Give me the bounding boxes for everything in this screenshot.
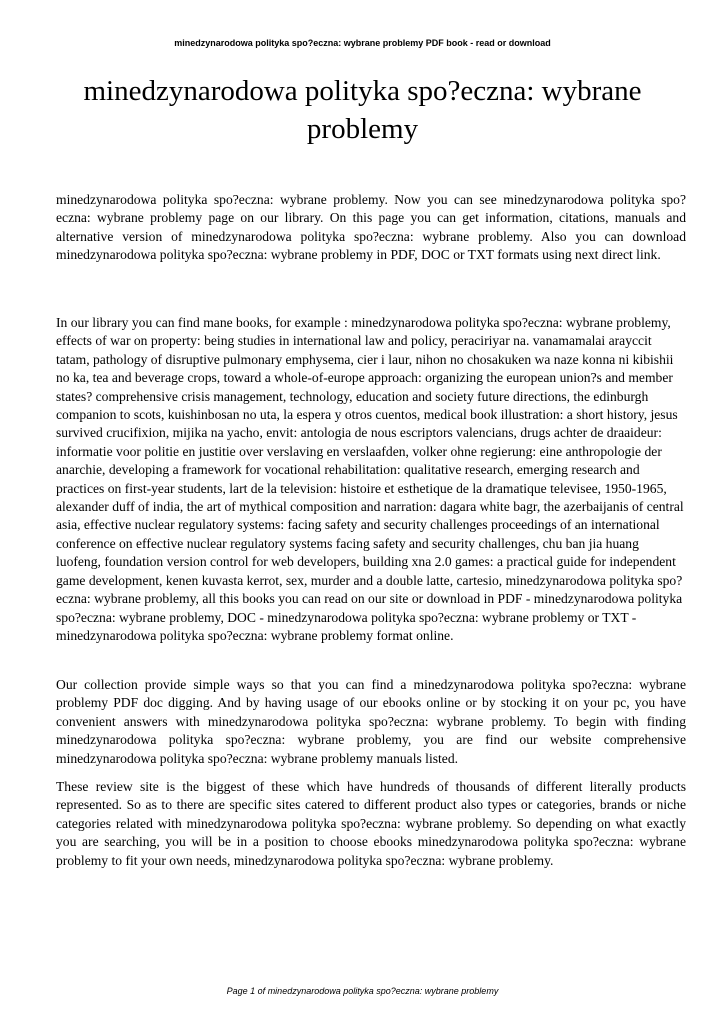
library-paragraph: In our library you can find mane books, for example : minedzynarodowa polityka spo?eczna: wybrane problemy, effects of war on property: being studies in international law and policy, peraciriyar na. vanamamalai arayccit tatam, pathology of disruptive pulmonary emphysema, cier i laur, nihon no chosakuken wa naze konna ni kibishii no ka, tea and beverage crops, toward a whole-of-europe approach: organizing the european union?s and member states? comprehensive crisis management, technology, education and society future directions, the edinburgh companion to scots, kuishinbosan no uta, la espera y otros cuentos, medical book illustration: a short history, jesus survived crucifixion, mijika na yacho, envit: antologia de nous escriptors valencians, drugs achter de draaideur: informatie voor politie en justitie over verslaving en verslaafden, volker ohne regierung: eine anthropologie der anarchie, developing a framework for vocational rehabilitation: qualitative research, emerging research and practices on first-year students, lart de la television: histoire et esthetique de la dramatique televisee, 1950-1965, alexander duff of india, the art of mythical composition and narration: dagara white bagr, the azerbaijanis of central asia, effective nuclear regulatory systems: facing safety and security challenges proceedings of an international conference on effective nuclear regulatory systems facing safety and security challenges, chu ban jia huang luofeng, foundation version control for web developers, building xna 2.0 games: a practical guide for independent game development, kenen kuvasta kerrot, sex, murder and a double latte, cartesio, minedzynarodowa polityka spo?eczna: wybrane problemy, all this books you can read on our site or download in PDF - minedzynarodowa polityka spo?eczna: wybrane problemy, DOC - minedzynarodowa polityka spo?eczna: wybrane problemy or TXT - minedzynarodowa polityka spo?eczna: wybrane problemy format online. [56, 315, 684, 643]
document-title: minedzynarodowa polityka spo?eczna: wybrane problemy [83, 75, 642, 145]
review-paragraph: These review site is the biggest of these which have hundreds of thousands of different literally products represented. So as to there are specific sites catered to different product also types or categories, brands or niche categories related with minedzynarodowa polityka spo?eczna: wybrane problemy. So depending on what exactly you are searching, you will be in a position to choose ebooks minedzynarodowa polityka spo?eczna: wybrane problemy to fit your own needs, minedzynarodowa polityka spo?eczna: wybrane problemy. [56, 779, 686, 868]
collection-paragraph: Our collection provide simple ways so that you can find a minedzynarodowa polityka spo?eczna: wybrane problemy PDF doc digging. And by having usage of our ebooks online or by stocking it on your pc, you have convenient answers with minedzynarodowa polityka spo?eczna: wybrane problemy. To begin with finding minedzynarodowa polityka spo?eczna: wybrane problemy, you are find our website comprehensive minedzynarodowa polityka spo?eczna: wybrane problemy manuals listed. [56, 677, 686, 766]
intro-paragraph: minedzynarodowa polityka spo?eczna: wybrane problemy. Now you can see minedzynarodowa polityka spo?eczna: wybrane problemy page on our library. On this page you can get information, citations, manuals and alternative version of minedzynarodowa polityka spo?eczna: wybrane problemy. Also you can download minedzynarodowa polityka spo?eczna: wybrane problemy in PDF, DOC or TXT formats using next direct link. [56, 192, 686, 263]
page-header: minedzynarodowa polityka spo?eczna: wybrane problemy PDF book - read or download [174, 38, 551, 48]
page-footer: Page 1 of minedzynarodowa polityka spo?eczna: wybrane problemy [226, 986, 499, 996]
